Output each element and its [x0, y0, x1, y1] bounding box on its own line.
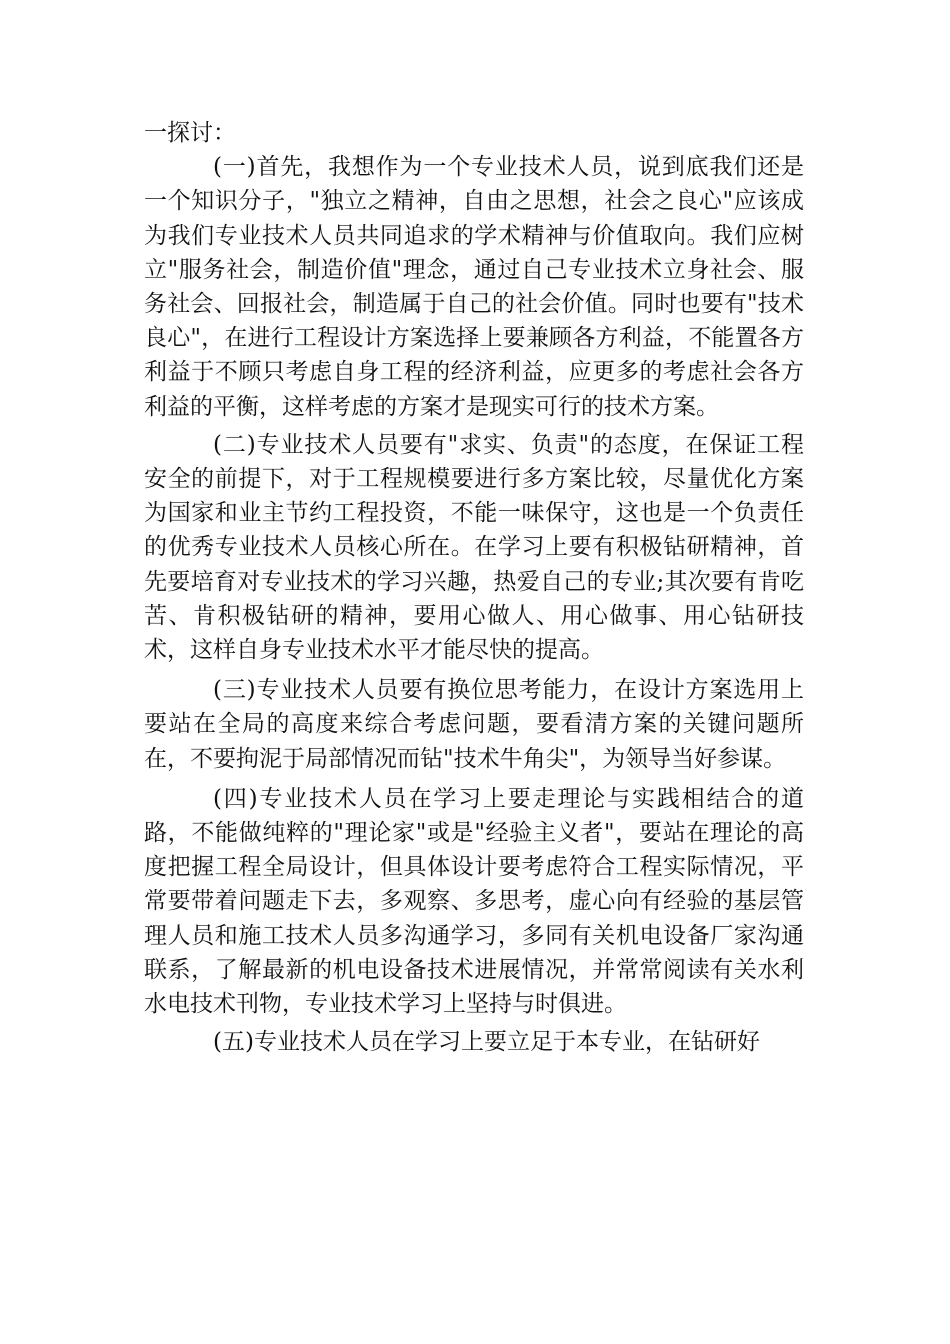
- paragraph-4: (四)专业技术人员在学习上要走理论与实践相结合的道路，不能做纯粹的"理论家"或是"经验主义者"，要站在理论的高度把握工程全局设计，但具体设计要考虑符合工程实际情况，平常要带着问题走下去，多观察、多思考，虚心向有经验的基层管理人员和施工技术人员多沟通学习，多同有关机电设备厂家沟通联系，了解最新的机电设备技术进展情况，并常常阅读有关水利水电技术刊物，专业技术学习上坚持与时俱进。: [144, 785, 804, 1018]
- paragraph-2: (二)专业技术人员要有"求实、负责"的态度，在保证工程安全的前提下，对于工程规模要进行多方案比较，尽量优化方案为国家和业主节约工程投资，不能一味保守，这也是一个负责任的优秀专业技术人员核心所在。在学习上要有积极钻研精神，首先要培育对专业技术的学习兴趣，热爱自己的专业;其次要有肯吃苦、肯积极钻研的精神，要用心做人、用心做事、用心钻研技术，这样自身专业技术水平才能尽快的提高。: [144, 431, 804, 664]
- document-body: [144, 116, 804, 1059]
- paragraph-3: (三)专业技术人员要有换位思考能力，在设计方案选用上要站在全局的高度来综合考虑问题，要看清方案的关键问题所在，不要拘泥于局部情况而钻"技术牛角尖"，为领导当好参谋。: [144, 677, 804, 772]
- paragraph-5: (五)专业技术人员在学习上要立足于本专业，在钻研好: [213, 1029, 760, 1056]
- paragraph-1: (一)首先，我想作为一个专业技术人员，说到底我们还是一个知识分子，"独立之精神，自由之思想，社会之良心"应该成为我们专业技术人员共同追求的学术精神与价值取向。我们应树立"服务社会，制造价值"理念，通过自己专业技术立身社会、服务社会、回报社会，制造属于自己的社会价值。同时也要有"技术良心"，在进行工程设计方案选择上要兼顾各方利益，不能置各方利益于不顾只考虑自身工程的经济利益，应更多的考虑社会各方利益的平衡，这样考虑的方案才是现实可行的技术方案。: [144, 154, 804, 420]
- paragraph-intro: 一探讨：: [144, 120, 236, 146]
